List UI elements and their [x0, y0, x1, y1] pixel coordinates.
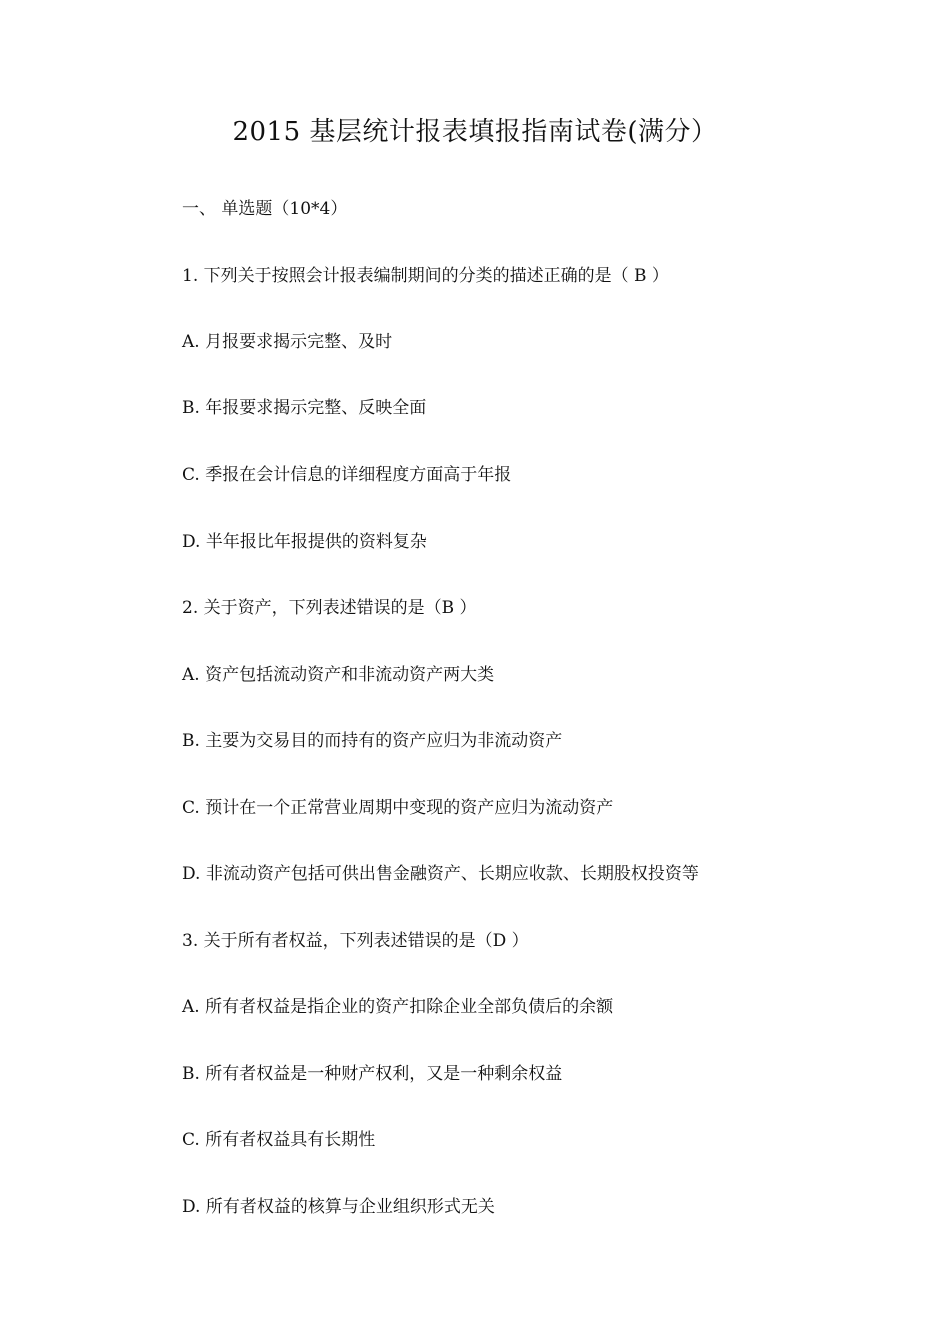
question-3-option-b: B. 所有者权益是一种财产权利，又是一种剩余权益 — [182, 1064, 563, 1084]
question-1-option-a: A. 月报要求揭示完整、及时 — [182, 332, 393, 352]
question-1: 1. 下列关于按照会计报表编制期间的分类的描述正确的是（ B ） — [182, 266, 669, 286]
question-2-option-c: C. 预计在一个正常营业周期中变现的资产应归为流动资产 — [182, 798, 614, 818]
question-1-option-b: B. 年报要求揭示完整、反映全面 — [182, 398, 427, 418]
section-heading: 一、 单选题（10*4） — [182, 199, 348, 219]
question-1-option-d: D. 半年报比年报提供的资料复杂 — [182, 532, 427, 552]
question-3-option-d: D. 所有者权益的核算与企业组织形式无关 — [182, 1197, 495, 1217]
question-2-option-d: D. 非流动资产包括可供出售金融资产、长期应收款、长期股权投资等 — [182, 864, 699, 884]
question-3-option-a: A. 所有者权益是指企业的资产扣除企业全部负债后的余额 — [182, 997, 614, 1017]
question-2: 2. 关于资产，下列表述错误的是（B ） — [182, 598, 477, 618]
question-3: 3. 关于所有者权益，下列表述错误的是（D ） — [182, 931, 529, 951]
question-2-option-b: B. 主要为交易目的而持有的资产应归为非流动资产 — [182, 731, 563, 751]
document-title: 2015 基层统计报表填报指南试卷(满分） — [232, 117, 718, 147]
question-2-option-a: A. 资产包括流动资产和非流动资产两大类 — [182, 665, 495, 685]
question-1-option-c: C. 季报在会计信息的详细程度方面高于年报 — [182, 465, 512, 485]
question-3-option-c: C. 所有者权益具有长期性 — [182, 1130, 376, 1150]
